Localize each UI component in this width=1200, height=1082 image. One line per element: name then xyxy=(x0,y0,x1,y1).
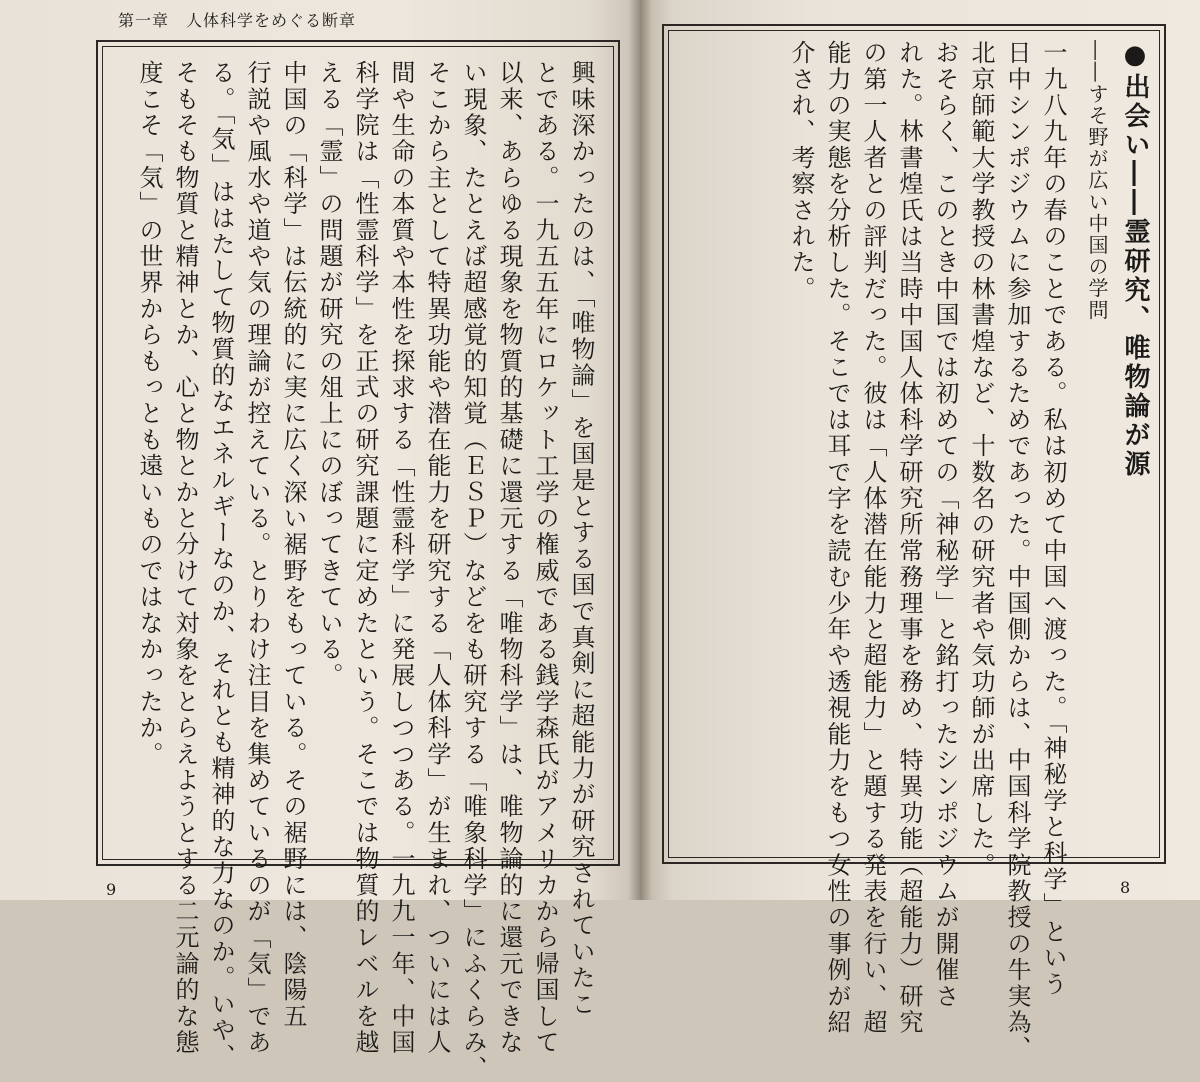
text-line xyxy=(170,60,200,1056)
text-line xyxy=(530,60,560,1056)
page-number-right: 8 xyxy=(1120,878,1131,897)
text-line-text: 一九八九年の春のことである。私は初めて中国へ渡った。「神秘学と科学」という xyxy=(1039,40,1067,998)
text-line-text: 行説や風水や道や気の理論が控えている。とりわけ注目を集めているのが「気」であ xyxy=(243,60,271,1056)
book-gutter xyxy=(628,0,652,900)
section-subheading xyxy=(1082,40,1112,820)
section-subheading-text: ――すそ野が広い中国の学問 xyxy=(1085,40,1109,321)
text-line xyxy=(822,40,852,1036)
text-line xyxy=(1002,40,1032,1062)
text-line xyxy=(422,60,452,1056)
text-line-text: 度こそ「気」の世界からもっとも遠いものではなかったか。 xyxy=(135,60,163,768)
text-line xyxy=(314,60,344,840)
section-heading xyxy=(1120,40,1150,820)
text-line xyxy=(206,60,236,1070)
text-line-text: そもそも物質と精神とか、心と物とかと分けて対象をとらえようとする二元論的な態 xyxy=(171,60,199,1056)
left-text-block xyxy=(98,60,618,1082)
text-line-text: そこから主として特異功能や潜在能力を研究する「人体科学」が生まれ、ついには人 xyxy=(423,60,451,1056)
text-line-text: える「霊」の問題が研究の俎上にのぼってきている。 xyxy=(315,60,343,689)
text-line-text: 能力の実態を分析した。そこでは耳で字を読む少年や透視能力をもつ女性の事例が紹 xyxy=(823,40,851,1036)
text-line xyxy=(278,60,308,1030)
text-line xyxy=(966,40,996,879)
section-heading-text: ●出会い――霊研究、唯物論が源 xyxy=(1120,40,1150,479)
text-line xyxy=(350,60,380,1056)
right-text-block xyxy=(664,40,1164,1062)
text-line xyxy=(1038,40,1068,998)
text-line-text: 以来、あらゆる現象を物質的基礎に還元する「唯物科学」は、唯物論的に還元できな xyxy=(495,60,523,1056)
text-line xyxy=(894,40,924,1036)
text-line xyxy=(786,40,816,820)
text-line xyxy=(386,60,416,1056)
page-number-left: 9 xyxy=(106,880,117,899)
text-line xyxy=(566,60,596,1018)
text-line-text: 日中シンポジウムに参加するためであった。中国側からは、中国科学院教授の牛実為、 xyxy=(1003,40,1031,1062)
text-line-text: 間や生命の本質や本性を探求する「性霊科学」に発展しつつある。一九九一年、中国 xyxy=(387,60,415,1056)
left-text-frame xyxy=(96,40,620,1082)
text-line-text: 介され、考察された。 xyxy=(787,40,815,302)
text-line-text: れた。林書煌氏は当時中国人体科学研究所常務理事を務め、特異功能（超能力）研究 xyxy=(895,40,923,1036)
text-line-text: 中国の「科学」は伝統的に実に広く深い裾野をもっている。その裾野には、陰陽五 xyxy=(279,60,307,1030)
text-line xyxy=(930,40,960,1010)
text-line xyxy=(458,60,488,1082)
text-line-text: 科学院は「性霊科学」を正式の研究課題に定めたという。そこでは物質的レベルを越 xyxy=(351,60,379,1056)
running-head: 第一章 人体科学をめぐる断章 xyxy=(118,11,357,30)
text-line-text: い現象、たとえば超感覚的知覚（ＥＳＰ）などをも研究する「唯象科学」にふくらみ、 xyxy=(459,60,487,1082)
text-line-text: の第一人者との評判だった。彼は「人体潜在能力と超能力」と題する発表を行い、超 xyxy=(859,40,887,1036)
text-line-text: 興味深かったのは、「唯物論」を国是とする国で真剣に超能力が研究されていたこ xyxy=(567,60,595,1018)
text-line xyxy=(494,60,524,1056)
right-text-frame xyxy=(662,24,1166,1062)
text-line xyxy=(134,60,164,840)
text-line-text: る。「気」ははたして物質的なエネルギーなのか、それとも精神的な力なのか。いや、 xyxy=(207,60,235,1070)
text-line xyxy=(858,40,888,1036)
text-line-text: とである。一九五五年にロケット工学の権威である銭学森氏がアメリカから帰国して xyxy=(531,60,559,1056)
text-line-text: おそらく、このとき中国では初めての「神秘学」と銘打ったシンポジウムが開催さ xyxy=(931,40,959,1010)
text-line-text: 北京師範大学教授の林書煌など、十数名の研究者や気功師が出席した。 xyxy=(967,40,995,879)
text-line xyxy=(242,60,272,1056)
